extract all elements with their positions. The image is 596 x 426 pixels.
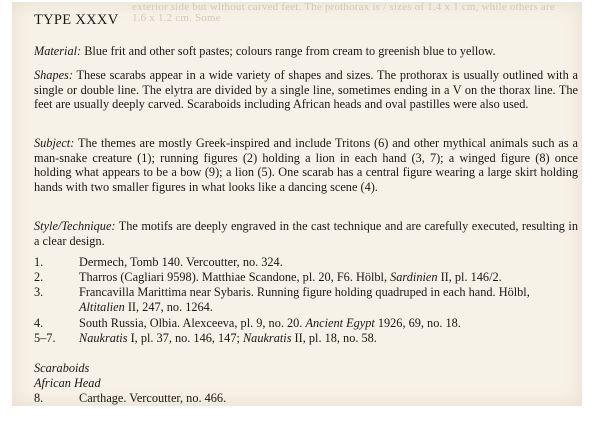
book-page bbox=[12, 2, 582, 406]
material-text: Blue frit and other soft pastes; colours range from cream to greenish blue to yellow. bbox=[84, 44, 496, 58]
subject-text: The themes are mostly Greek-inspired and include Tritons (6) and other mythical animals such as a man-snake creature (1); running figures (2) holding a lion in each hand (3, 7); a winged figure (8) once holding what appears to be a bow (9); a lion (5). One scarab has a central figure wearing a large skirt holding hands with two smaller figures in what looks like a dancing scene (4). bbox=[34, 136, 578, 194]
material-label: Material: bbox=[34, 44, 82, 58]
reference-text: Francavilla Marittima near Sybaris. Running figure holding quadruped in each hand. Hölbl, Altitalien II, 247, no. 1264. bbox=[79, 285, 530, 314]
reference-text: Carthage. Vercoutter, no. 466. bbox=[79, 391, 227, 405]
reference-number: 4. bbox=[34, 316, 44, 330]
reference-number: 8. bbox=[34, 391, 44, 405]
reference-number: 1. bbox=[34, 255, 44, 269]
bleed-through-text: exterior side but without carved feet. The prothorax is / sizes of 1.4 x 1 cm, while others are 1.6 x 1.2 cm. Some bbox=[132, 2, 555, 24]
style-label: Style/Technique: bbox=[34, 219, 116, 233]
style-text: The motifs are deeply engraved in the cast technique and are carefully executed, resulting in a clear design. bbox=[34, 219, 578, 248]
reference-text: Naukratis I, pl. 37, no. 146, 147; Naukratis II, pl. 18, no. 58. bbox=[79, 331, 377, 345]
reference-text: Tharros (Cagliari 9598). Matthiae Scandone, pl. 20, F6. Hölbl, Sardinien II, pl. 146/2. bbox=[79, 270, 502, 284]
material-paragraph bbox=[34, 44, 578, 59]
shapes-paragraph bbox=[34, 68, 578, 112]
african-head-subheading: African Head bbox=[34, 376, 101, 390]
type-heading: TYPE XXXV bbox=[34, 12, 119, 28]
shapes-label: Shapes: bbox=[34, 68, 73, 82]
subject-paragraph bbox=[34, 136, 578, 194]
reference-number: 3. bbox=[34, 285, 44, 299]
reference-text: South Russia, Olbia. Alexceeva, pl. 9, no. 20. Ancient Egypt 1926, 69, no. 18. bbox=[79, 316, 461, 330]
reference-number: 2. bbox=[34, 270, 44, 284]
scaraboids-heading: Scaraboids bbox=[34, 361, 90, 375]
reference-number: 5–7. bbox=[34, 331, 56, 345]
shapes-text: These scarabs appear in a wide variety of shapes and sizes. The prothorax is usually outlined with a single or double line. The elytra are divided by a single line, sometimes ending in a V on the thorax line. The feet are usually deeply carved. Scaraboids including African heads and oval pastilles were also used. bbox=[34, 68, 578, 112]
style-paragraph bbox=[34, 219, 578, 248]
subject-label: Subject: bbox=[34, 136, 75, 150]
reference-text: Dermech, Tomb 140. Vercoutter, no. 324. bbox=[79, 255, 283, 269]
